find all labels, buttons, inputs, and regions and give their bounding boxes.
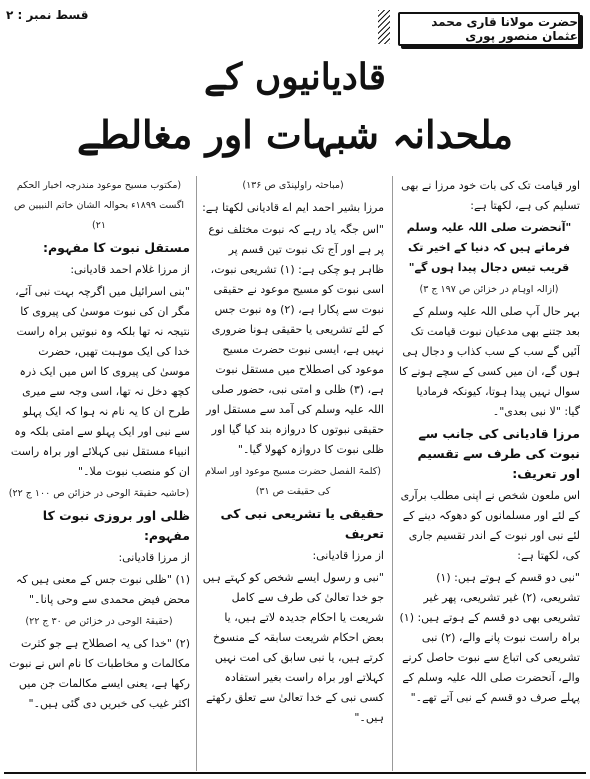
paragraph: (۲) "خدا کی یہ اصطلاح ہے جو کثرت مکالمات و مخاطبات کا نام اس نے نبوت رکھا ہے، یعنی ایسے مکالمات جن میں اکثر غیب کی خبریں دی گئی ہیں۔" <box>9 637 190 710</box>
column-divider <box>196 176 197 771</box>
citation: (حاشیہ حقیقۃ الوحی در خزائن ص ۱۰۰ ج ۲۲) <box>8 488 190 499</box>
section-heading: ظلی اور بروزی نبوت کا مفہوم: <box>42 508 190 543</box>
author-box <box>398 12 580 46</box>
paragraph: "نبی دو قسم کے ہوتے ہیں: (۱) تشریعی، (۲) غیر تشریعی، پھر غیر تشریعی بھی دو قسم کے ہوتے ہیں: (۱) براہ راست نبوت پانے والے، (۲) نبی تشریعی کی اتباع سے نبوت حاصل کرنے والے، آنحضرت صلی اللہ علیہ وسلم کے پہلے صرف دو قسم کے نبی آتے تھے۔" <box>399 571 580 704</box>
column-middle <box>202 176 384 771</box>
paragraph: "آنحضرت صلی اللہ علیہ وسلم فرماتے ہیں کہ دنیا کے اخیر تک قریب تیس دجال پیدا ہوں گے" <box>406 221 572 274</box>
column-left <box>8 176 190 771</box>
paragraph: "بنی اسرائیل میں اگرچہ بہت نبی آئے، مگر ان کی نبوت موسیٰ کی پیروی کا نتیجہ نہ تھا بلکہ وہ نبوتیں براہ راست خدا کی ایک موہبت تھیں، حضرت موسیٰ کی پیروی کا اس میں ایک ذرہ کچھ دخل نہ تھا، اسی وجہ سے میری طرح ان کا یہ نام نہ ہوا کہ ایک پہلو سے نبی اور ایک پہلو سے امتی بلکہ وہ انبیاء مستقل نبی کہلائے اور براہ راست ان کو منصب نبوت ملا۔" <box>10 285 190 478</box>
hatch-decoration <box>378 10 390 44</box>
paragraph: بہر حال آپ صلی اللہ علیہ وسلم کے بعد جتنے بھی مدعیان نبوت قیامت تک آئیں گے سب کے سب کذاب و دجال ہی ہوں گے، ان میں کسی کے سچے ہونے کا سوال نہیں پیدا ہوتا، کیونکہ فرمادیا گیا: "لا نبی بعدی"۔ <box>398 305 580 418</box>
citation: (مباحثہ راولپنڈی ص ۱۳۶) <box>242 180 344 191</box>
citation: (حقیقۃ الوحی در خزائن ص ۳۰ ج ۲۲) <box>25 616 173 627</box>
column-divider <box>392 176 393 771</box>
paragraph: "اس جگہ یاد رہے کہ نبوت مختلف نوع پر ہے اور آج تک نبوت تین قسم پر ظاہر ہو چکی ہے: (۱) تشریعی نبوت، اسی نبوت کو مسیح موعود نے حقیقی نبوت سے پکارا ہے، (۲) وہ نبوت جس کے لئے تشریعی یا حقیقی ہونا ضروری نہیں ہے، ایسی نبوت حضرت مسیح موعود کی اصطلاح میں مستقل نبوت ہے، (۳) ظلی و امتی نبی، حضور صلی اللہ علیہ وسلم کی آمد سے مستقل اور حقیقی نبوتوں کا دروازہ بند کیا گیا اور ظلی نبوت کا دروازہ کھولا گیا۔" <box>206 223 384 456</box>
paragraph: اس ملعون شخص نے اپنی مطلب برآری کے لئے اور مسلمانوں کو دھوکہ دینے کے لئے نبی اور نبوت کے اندر تقسیم جاری کی، لکھتا ہے: <box>400 489 580 562</box>
series-number: قسط نمبر : ۲ <box>6 8 89 22</box>
section-heading: مرزا قادیانی کی جانب سے نبوت کی طرف سے تقسیم اور تعریف: <box>417 426 580 481</box>
paragraph: (۱) "ظلی نبوت جس کے معنی ہیں کہ محض فیض محمدی سے وحی پانا۔" <box>15 573 190 606</box>
column-right <box>398 176 580 771</box>
paragraph: از مرزا قادیانی: <box>118 551 190 564</box>
paragraph: اور قیامت تک کی بات خود مرزا نے بھی تسلیم کی ہے، لکھتا ہے: <box>401 179 580 212</box>
citation: (مکتوب مسیح موعود مندرجہ اخبار الحکم اگست ۱۸۹۹ء بحوالہ الشان خاتم النبیین ص ۲۱) <box>13 180 185 231</box>
citation: (ازالہ اوہام در خزائن ص ۱۹۷ ج ۳) <box>419 284 559 295</box>
title-line-1: قادیانیوں کے <box>204 56 386 98</box>
paragraph: "نبی و رسول ایسے شخص کو کہتے ہیں جو خدا تعالیٰ کی طرف سے کامل شریعت یا احکام جدیدہ لاتے ہیں، یا بعض احکام شریعت سابقہ کے منسوخ کرتے ہیں، یا نبی سابق کی امت نہیں کہلاتے اور براہ راست بغیر استفادہ کسی نبی کے خدا تعالیٰ سے تعلق رکھتے ہیں۔" <box>202 571 384 724</box>
author-name: حضرت مولانا قاری محمد عثمان منصور پوری <box>431 15 578 43</box>
paragraph: مرزا بشیر احمد ایم اے قادیانی لکھتا ہے: <box>202 201 384 214</box>
citation: (کلمۃ الفصل حضرت مسیح موعود اور اسلام کی حقیقت ص ۳۱) <box>205 466 381 497</box>
section-heading: حقیقی یا تشریعی نبی کی تعریف <box>220 506 384 541</box>
title-line-2: ملحدانہ شبہات اور مغالطے <box>77 112 513 157</box>
paragraph: از مرزا غلام احمد قادیانی: <box>70 263 190 276</box>
footer-rule <box>4 772 586 774</box>
paragraph: از مرزا قادیانی: <box>312 549 384 562</box>
section-heading: مستقل نبوت کا مفہوم: <box>43 240 190 255</box>
